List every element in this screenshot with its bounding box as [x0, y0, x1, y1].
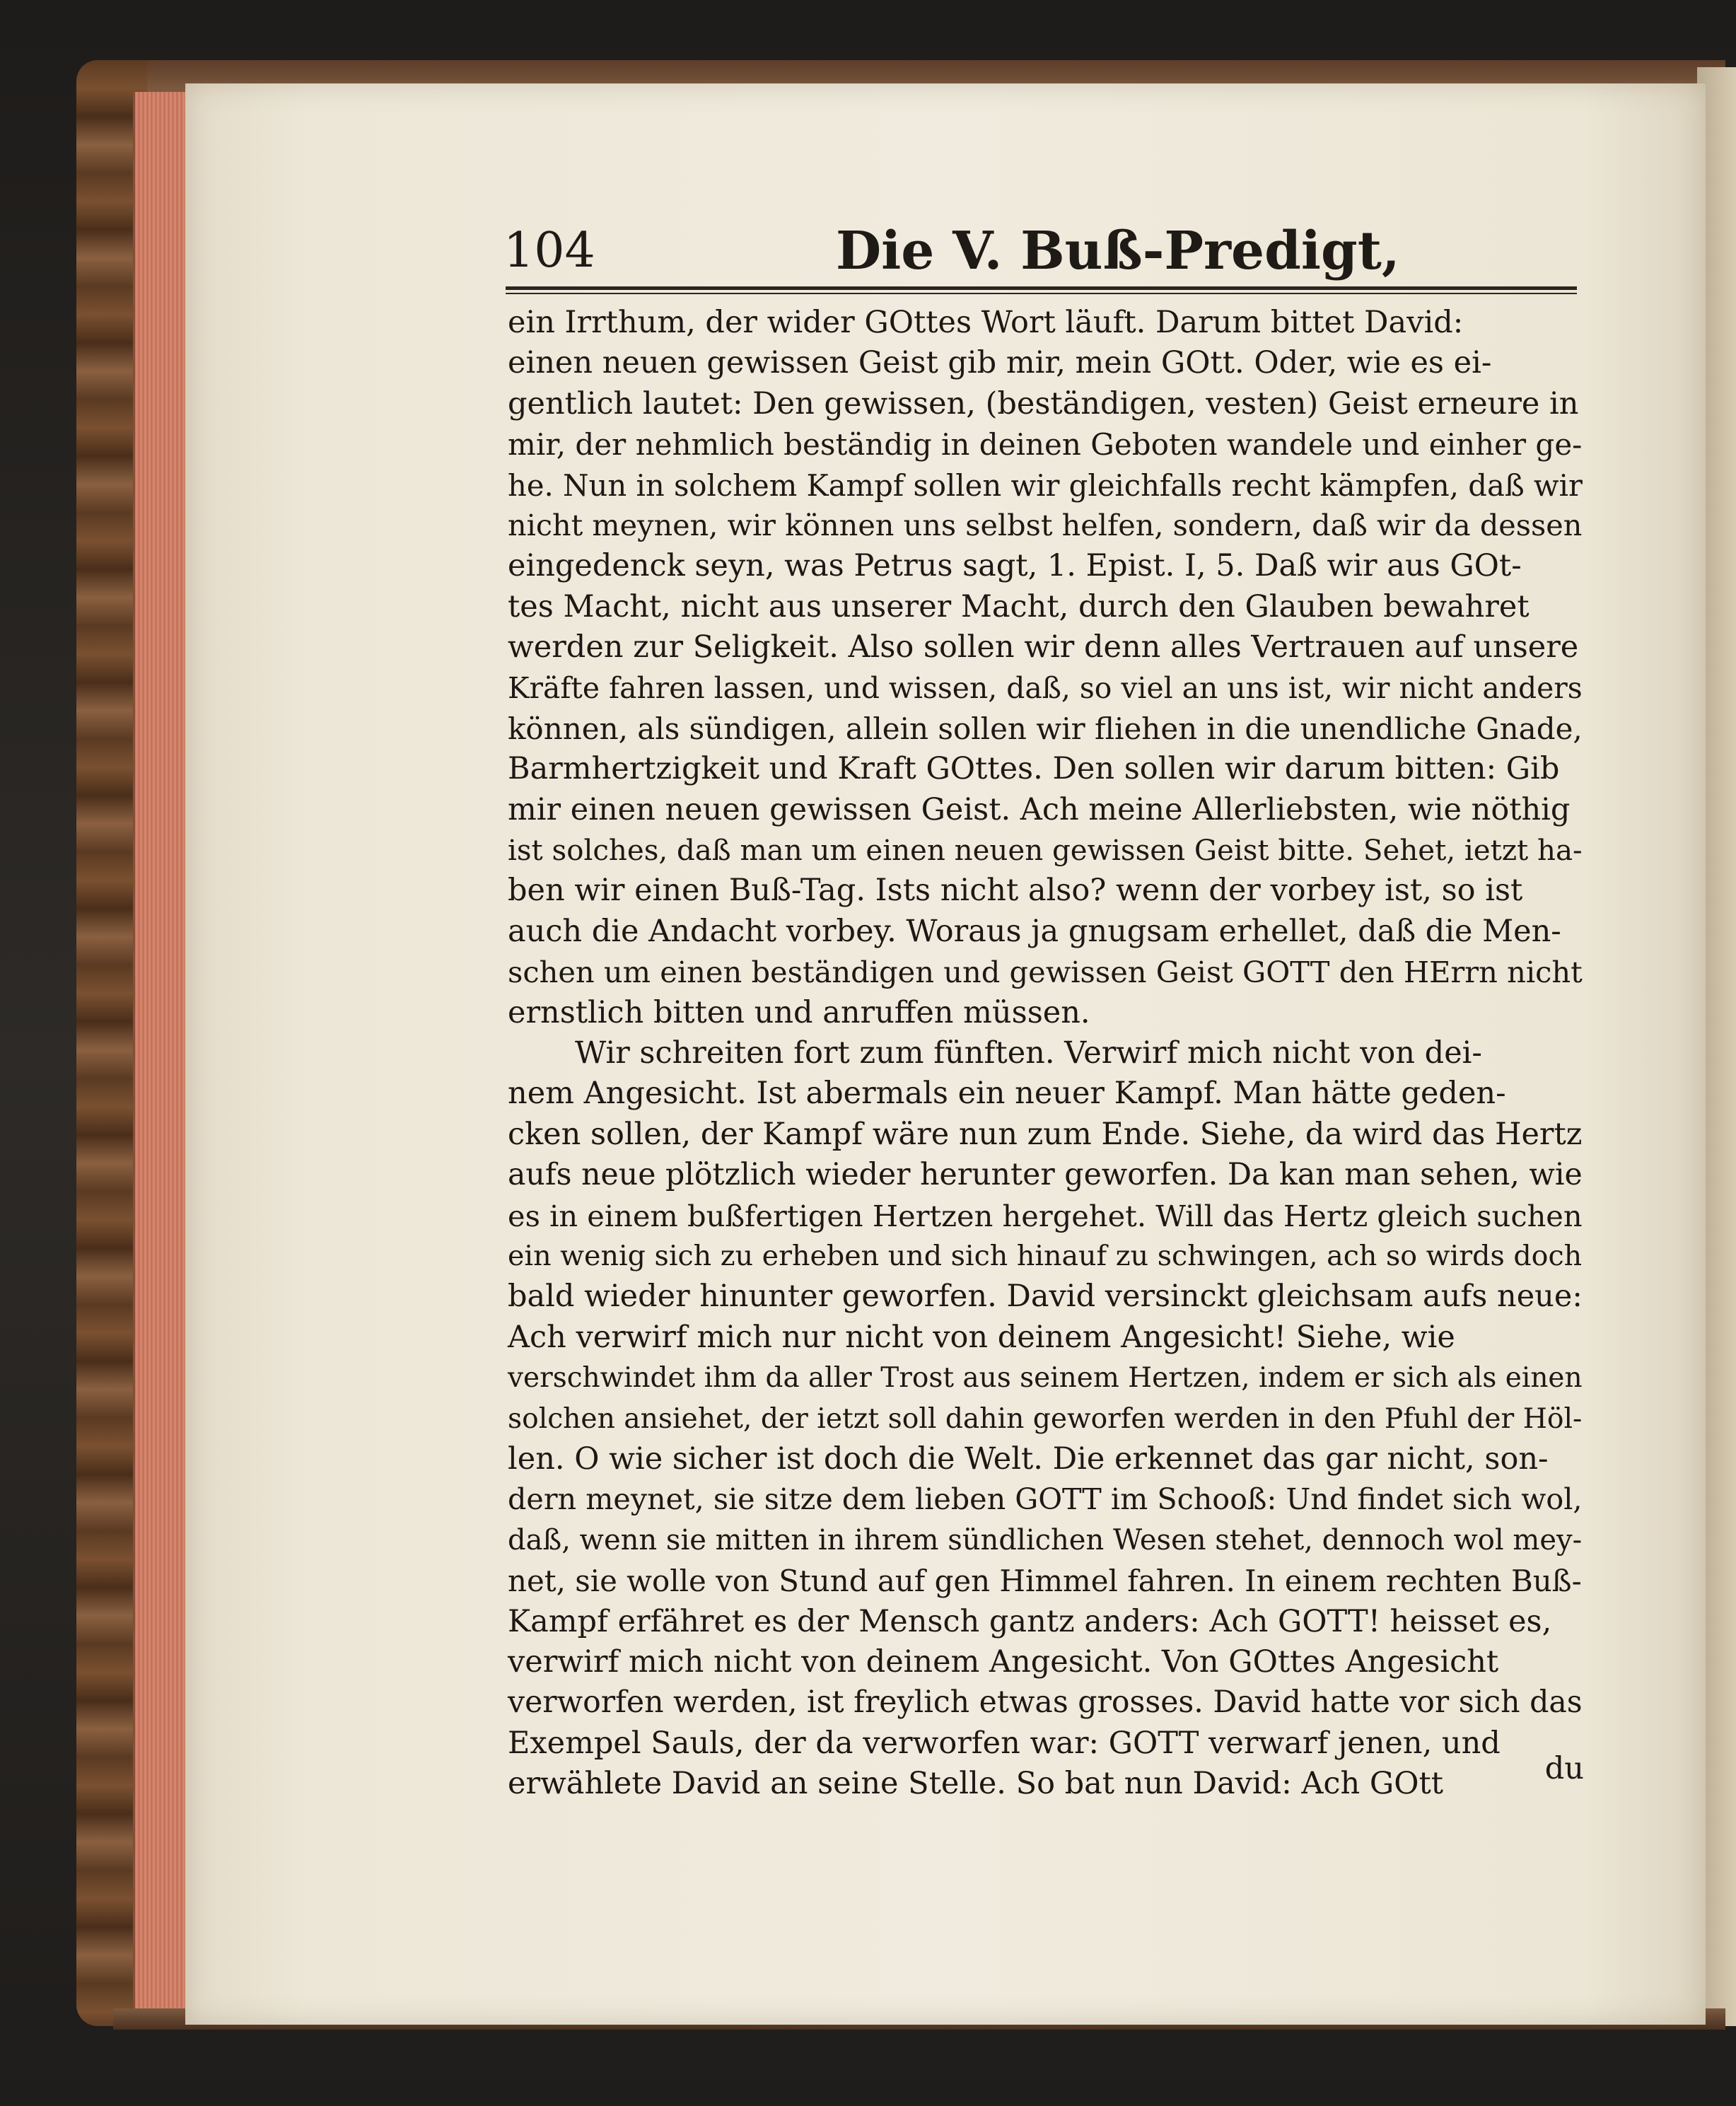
- text-line: einen neuen gewissen Geist gib mir, mein GOtt. Oder, wie es ei-: [508, 345, 1492, 381]
- page-edge-red: [133, 92, 190, 2015]
- text-line: Barmhertzigkeit und Kraft GOttes. Den sollen wir darum bitten: Gib: [508, 751, 1560, 787]
- text-line: tes Macht, nicht aus unserer Macht, durch den Glauben bewahret: [508, 588, 1530, 624]
- text-line: cken sollen, der Kampf wäre nun zum Ende. Siehe, da wird das Hertz: [508, 1116, 1583, 1152]
- text-line: Exempel Sauls, der da verworfen war: GOTT verwarf jenen, und: [508, 1725, 1501, 1761]
- text-line: Kräfte fahren lassen, und wissen, daß, so viel an uns ist, wir nicht anders: [508, 670, 1583, 705]
- text-line: mir, der nehmlich beständig in deinen Geboten wandele und einher ge-: [508, 427, 1583, 462]
- text-line: Ach verwirf mich nur nicht von deinem Angesicht! Siehe, wie: [508, 1319, 1455, 1355]
- page-number: 104: [503, 223, 595, 279]
- text-line: es in einem bußfertigen Hertzen hergehet. Will das Hertz gleich suchen: [508, 1198, 1583, 1233]
- text-line: eingedenck seyn, was Petrus sagt, 1. Epist. I, 5. Daß wir aus GOt-: [508, 548, 1522, 584]
- text-line: ben wir einen Buß-Tag. Ists nicht also? wenn der vorbey ist, so ist: [508, 873, 1523, 909]
- text-line: mir einen neuen gewissen Geist. Ach meine Allerliebsten, wie nöthig: [508, 791, 1571, 827]
- text-line: he. Nun in solchem Kampf sollen wir gleichfalls recht kämpfen, daß wir: [508, 467, 1583, 503]
- text-line: erwählete David an seine Stelle. So bat nun David: Ach GOtt: [508, 1766, 1444, 1802]
- text-line: aufs neue plötzlich wieder herunter geworfen. Da kan man sehen, wie: [508, 1157, 1583, 1193]
- text-line: ein wenig sich zu erheben und sich hinauf zu schwingen, ach so wirds doch: [508, 1239, 1583, 1272]
- text-line: len. O wie sicher ist doch die Welt. Die erkennet das gar nicht, son-: [508, 1441, 1549, 1477]
- text-line: ernstlich bitten und anruffen müssen.: [508, 994, 1090, 1030]
- header-rule: [506, 286, 1577, 290]
- text-line: daß, wenn sie mitten in ihrem sündlichen Wesen stehet, dennoch wol mey-: [508, 1523, 1583, 1557]
- text-line: können, als sündigen, allein sollen wir fliehen in die unendliche Gnade,: [508, 711, 1583, 746]
- catchword: du: [1544, 1751, 1584, 1786]
- paragraph-start-line: Wir schreiten fort zum fünften. Verwirf mich nicht von dei-: [575, 1035, 1482, 1071]
- body-text: [508, 303, 1590, 1804]
- text-line: dern meynet, sie sitze dem lieben GOTT im Schooß: Und findet sich wol,: [508, 1482, 1583, 1517]
- text-line: solchen ansiehet, der ietzt soll dahin geworfen werden in den Pfuhl der Höl-: [508, 1402, 1583, 1435]
- text-line: nem Angesicht. Ist abermals ein neuer Kampf. Man hätte geden-: [508, 1076, 1506, 1112]
- text-line: bald wieder hinunter geworfen. David versinckt gleichsam aufs neue:: [508, 1279, 1583, 1315]
- header-rule-thin: [506, 293, 1577, 294]
- page-header: [503, 212, 1578, 290]
- running-title: Die V. Buß-Predigt,: [836, 221, 1400, 281]
- text-line: net, sie wolle von Stund auf gen Himmel fahren. In einem rechten Buß-: [508, 1564, 1582, 1599]
- text-line: nicht meynen, wir können uns selbst helfen, sondern, daß wir da dessen: [508, 508, 1583, 542]
- text-line: verschwindet ihm da aller Trost aus seinem Hertzen, indem er sich als einen: [508, 1362, 1583, 1395]
- text-line: auch die Andacht vorbey. Woraus ja gnugsam erhellet, daß die Men-: [508, 913, 1561, 949]
- text-line: ist solches, daß man um einen neuen gewissen Geist bitte. Sehet, ietzt ha-: [508, 834, 1583, 868]
- text-line: verwirf mich nicht von deinem Angesicht. Von GOttes Angesicht: [508, 1644, 1499, 1680]
- text-line: Kampf erfähret es der Mensch gantz anders: Ach GOTT! heisset es,: [508, 1603, 1552, 1639]
- text-line: schen um einen beständigen und gewissen Geist GOTT den HErrn nicht: [508, 955, 1583, 990]
- text-line: werden zur Seligkeit. Also sollen wir denn alles Vertrauen auf unsere: [508, 629, 1579, 665]
- text-line: ein Irrthum, der wider GOttes Wort läuft. Darum bittet David:: [508, 305, 1464, 340]
- text-line: gentlich lautet: Den gewissen, (beständigen, vesten) Geist erneure in: [508, 385, 1579, 421]
- text-line: verworfen werden, ist freylich etwas grosses. David hatte vor sich das: [508, 1685, 1583, 1721]
